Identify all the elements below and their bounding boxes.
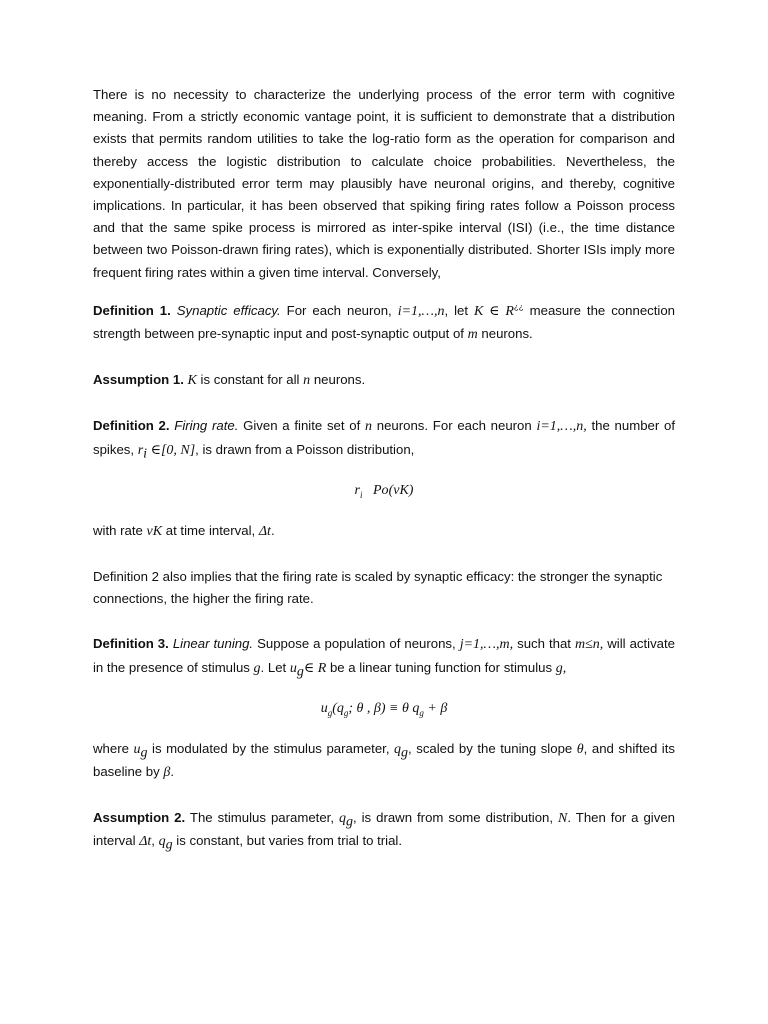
definition-1-math-1: i=1,…,n [397, 303, 445, 319]
equation-linear-u: u [320, 700, 328, 716]
with-rate-text-1: with rate [93, 522, 147, 538]
definition-1-text-1: For each neuron, [280, 302, 398, 318]
assumption-1-text-1: is constant for all [196, 372, 304, 388]
definition-1-text-3: measure the connection strength between pre-synaptic input and post-synaptic output of [93, 302, 676, 342]
with-rate-math-1: vK [146, 523, 163, 539]
definition-2-text-1: Given a finite set of [238, 418, 366, 434]
definition-2-term: Firing rate. [174, 418, 239, 434]
definition-3-math-2: m≤n, [574, 637, 604, 653]
definition-1-label: Definition 1. [93, 302, 171, 318]
definition-3-text-1: Suppose a population of neurons, [253, 636, 460, 652]
where-math-1: u [133, 741, 141, 757]
where-text-1: where [93, 740, 134, 756]
equation-poisson-rhs: Po [373, 482, 389, 498]
definition-3-math-4: u [289, 660, 297, 676]
definition-3-math-4-sub: g [296, 664, 304, 680]
assumption-2-label: Assumption 2. [93, 810, 186, 826]
equation-poisson-lhs-sub: i [359, 489, 363, 500]
equation-poisson [93, 480, 675, 502]
definition-2-math-3b: ∈ [147, 442, 161, 458]
definition-2-math-3: r [137, 442, 144, 458]
where-math-2: q [394, 741, 402, 757]
definition-3-text-2: such that [513, 636, 575, 652]
definition-1-text-2: , let [444, 302, 475, 318]
equation-linear-u-sub: g [327, 707, 333, 718]
assumption-1-math-2: n [303, 373, 311, 389]
assumption-1 [93, 369, 675, 392]
equation-poisson-lhs: r [354, 482, 360, 498]
assumption-2 [93, 807, 675, 853]
definition-2-math-3c: [0, N] [160, 442, 196, 458]
definition-1-math-2-sup: ¿¿ [513, 302, 524, 312]
definition-1-text-4: neurons. [477, 326, 533, 342]
definition-2-math-2: i=1,…,n, [536, 419, 587, 435]
definition-2-note: Definition 2 also implies that the firing rate is scaled by synaptic efficacy: the stronger the synaptic connections, the higher the firing rate. [93, 569, 663, 607]
intro-paragraph: There is no necessity to characterize the underlying process of the error term with cognitive meaning. From a strictly economic vantage point, it is sufficient to demonstrate that a distribution exists that permits random utilities to take the log-ratio form as the operation for comparison and thereby access the logistic distribution to calculate choice probabilities. Nevertheless, the exponentially-distributed error term may plausibly have neuronal origins, and thereby, cognitive implications. In particular, it has been observed that spiking firing rates follow a Poisson process and that the same spike process is mirrored as inter-spike interval (ISI) (i.e., the time distance between two Poisson-drawn firing rates), which is exponentially distributed. Shorter ISIs imply more frequent firing rates within a given time interval. Conversely, [93, 87, 675, 280]
equation-linear-q2-sub: g [419, 707, 424, 718]
definition-3-text-3: will activate in the presence of stimulus [93, 636, 676, 675]
definition-2-math-3-sub: i [143, 446, 148, 462]
definition-3-text-5: be a linear tuning function for stimulus [326, 659, 556, 675]
equation-linear-equiv: ≡ θ q [385, 700, 420, 716]
equation-linear-open: ( [332, 700, 337, 716]
definition-3-math-3: g [253, 660, 261, 676]
definition-2-text-3: the number of spikes, [93, 418, 675, 457]
assumption-2-math-1: q [338, 811, 346, 827]
with-rate-text-2: at time interval, [162, 522, 259, 538]
definition-2-text-4: , is drawn from a Poisson distribution, [195, 441, 415, 457]
where-math-3: θ [576, 741, 584, 757]
definition-1-term: Synaptic efficacy. [176, 302, 281, 318]
assumption-2-text-1: The stimulus parameter, [185, 810, 339, 826]
assumption-2-text-5: is constant, but varies from trial to trial. [172, 833, 403, 849]
where-paragraph [93, 738, 675, 784]
definition-2-text-2: neurons. For each neuron [372, 418, 537, 434]
definition-1-math-3: m [467, 327, 478, 343]
definition-2-label: Definition 2. [93, 418, 170, 434]
equation-linear-params: ; θ , β [348, 700, 381, 716]
assumption-2-text-3: . Then for a given interval [93, 810, 676, 849]
with-rate-line [93, 520, 675, 543]
definition-3-label: Definition 3. [93, 636, 169, 652]
definition-3 [93, 633, 675, 679]
where-text-2: is modulated by the stimulus parameter, [147, 740, 395, 756]
where-math-4: β [163, 765, 171, 781]
with-rate-text-3: . [270, 522, 275, 538]
where-math-1-sub: g [140, 745, 148, 761]
definition-3-term: Linear tuning. [172, 636, 254, 652]
assumption-1-text-2: neurons. [310, 372, 366, 388]
where-text-4: , and shifted its baseline by [93, 740, 675, 780]
assumption-2-math-3: Δt [139, 834, 152, 850]
assumption-2-text-2: , is drawn from some distribution, [352, 810, 559, 826]
equation-linear-close: ) [380, 700, 386, 716]
definition-2-math-1: n [365, 419, 373, 435]
assumption-2-math-4: q [158, 834, 166, 850]
assumption-2-math-1-sub: g [345, 814, 353, 830]
where-math-2-sub: g [401, 745, 409, 761]
document-page [93, 84, 675, 854]
equation-linear-tuning [93, 698, 675, 720]
definition-2 [93, 415, 675, 461]
definition-3-math-4b: ∈ R [303, 660, 327, 676]
equation-linear-q: q [336, 700, 344, 716]
equation-linear-q-sub: g [343, 707, 349, 718]
equation-poisson-arg: (vK) [388, 482, 414, 498]
assumption-2-text-4: , [151, 833, 159, 849]
assumption-2-math-2: N [558, 811, 568, 827]
with-rate-math-2: Δt [258, 523, 271, 539]
definition-3-math-5: g, [555, 660, 567, 676]
where-text-3: , scaled by the tuning slope [408, 740, 577, 756]
equation-linear-tail: + β [423, 700, 448, 716]
definition-1-math-2: K ∈ R [474, 303, 514, 319]
assumption-1-label: Assumption 1. [93, 372, 184, 388]
definition-3-text-4: . Let [260, 659, 290, 675]
assumption-2-math-4-sub: g [165, 838, 173, 854]
definition-1 [93, 300, 675, 346]
where-text-5: . [170, 764, 175, 780]
assumption-1-math-1: K [187, 373, 197, 389]
definition-3-math-1: j=1,…,m, [459, 637, 514, 653]
